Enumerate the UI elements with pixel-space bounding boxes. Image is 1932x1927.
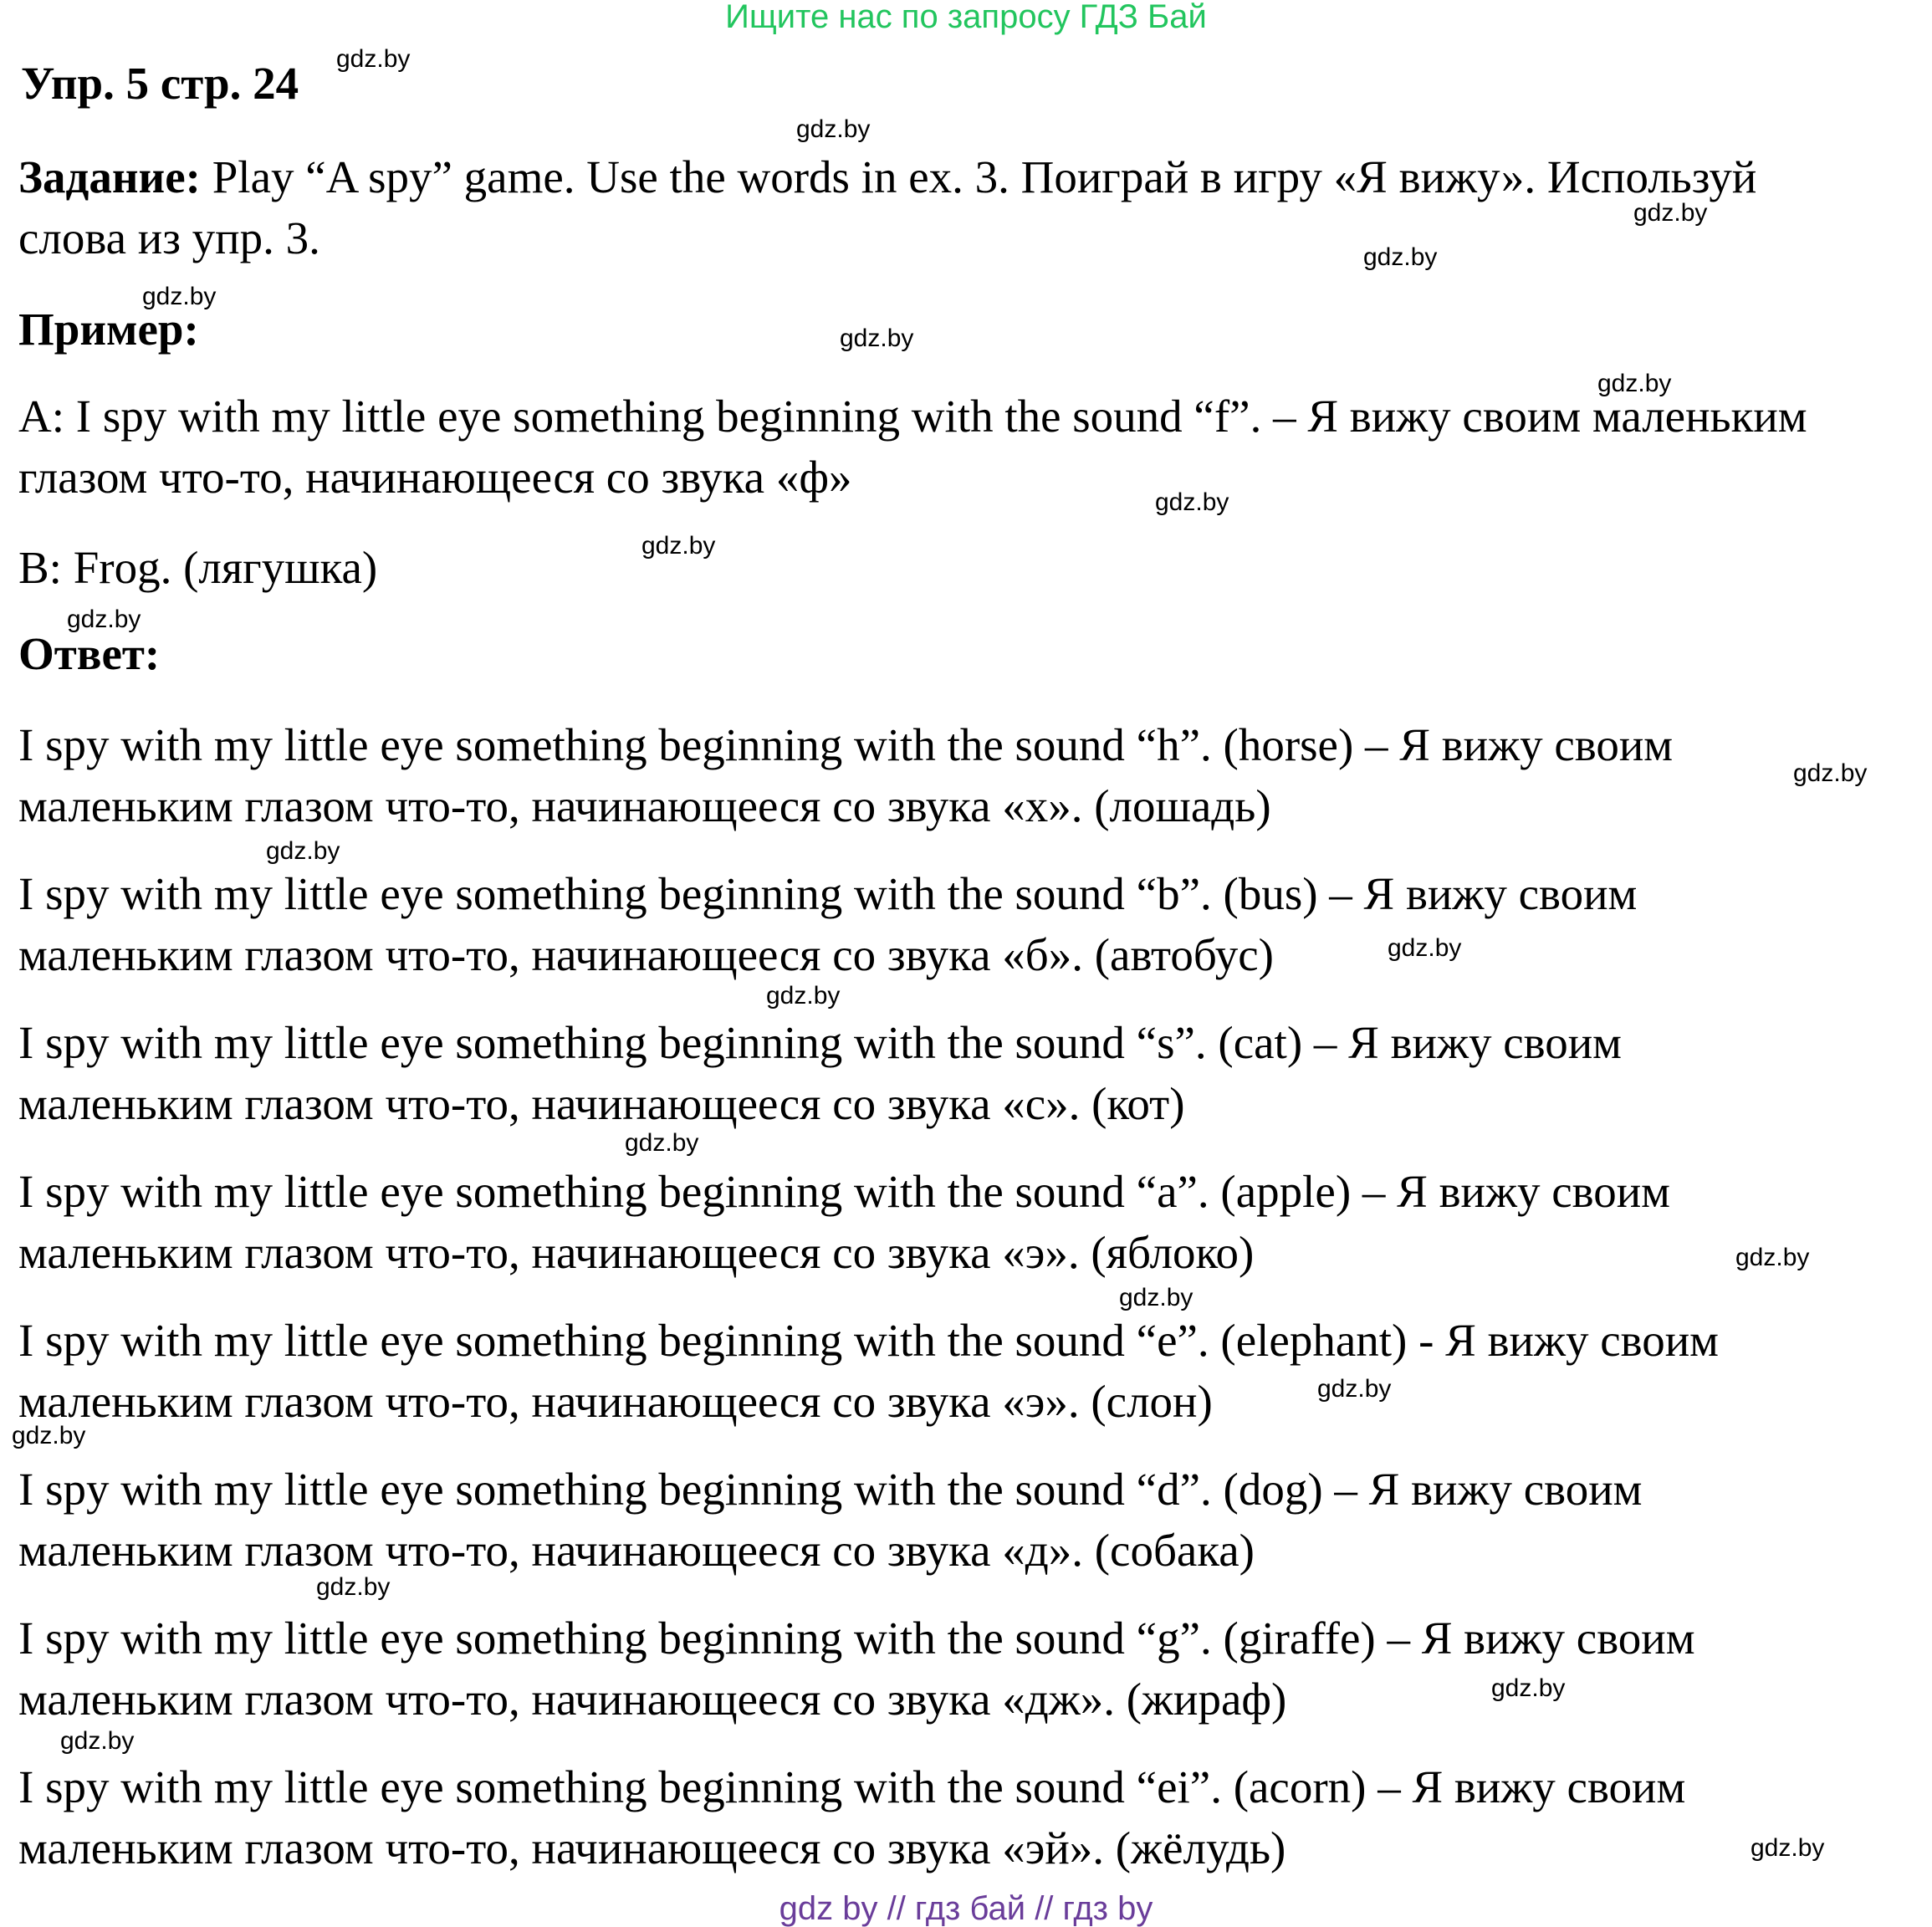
watermark: gdz.by xyxy=(336,45,411,73)
top-search-banner: Ищите нас по запросу ГДЗ Бай xyxy=(725,0,1207,35)
watermark: gdz.by xyxy=(641,532,716,560)
watermark: gdz.by xyxy=(1363,243,1438,271)
answer-item-5-line-1: I spy with my little eye something beginning with the sound “e”. (elephant) - Я вижу своим xyxy=(18,1315,1719,1366)
answer-item-1-line-2: маленьким глазом что-то, начинающееся со звука «х». (лошадь) xyxy=(18,780,1271,831)
answer-item-7-line-1: I spy with my little eye something beginning with the sound “g”. (giraffe) – Я вижу своим xyxy=(18,1613,1695,1664)
footer-site-links: gdz by // гдз бай // гдз by xyxy=(779,1890,1153,1927)
example-b-line: B: Frog. (лягушка) xyxy=(18,542,378,593)
answer-item-1-line-1: I spy with my little eye something beginning with the sound “h”. (horse) – Я вижу своим xyxy=(18,719,1674,770)
example-a-line-1: A: I spy with my little eye something beginning with the sound “f”. – Я вижу своим маленьким xyxy=(18,391,1807,442)
watermark: gdz.by xyxy=(1793,759,1868,787)
task-line-1 xyxy=(18,151,1757,202)
watermark: gdz.by xyxy=(316,1573,391,1601)
answer-item-4-line-2: маленьким глазом что-то, начинающееся со звука «э». (яблоко) xyxy=(18,1227,1255,1278)
watermark: gdz.by xyxy=(625,1129,699,1157)
watermark: gdz.by xyxy=(1155,488,1229,516)
watermark: gdz.by xyxy=(12,1422,86,1449)
answer-item-2-line-2: маленьким глазом что-то, начинающееся со звука «б». (автобус) xyxy=(18,929,1274,980)
task-text: Play “A spy” game. Use the words in ex. 3. Поиграй в игру «Я вижу». Используй xyxy=(200,151,1757,202)
answer-item-5-line-2: маленьким глазом что-то, начинающееся со звука «э». (слон) xyxy=(18,1376,1213,1427)
watermark: gdz.by xyxy=(1633,199,1708,227)
watermark: gdz.by xyxy=(1388,934,1462,962)
answer-item-6-line-1: I spy with my little eye something beginning with the sound “d”. (dog) – Я вижу своим xyxy=(18,1464,1643,1515)
watermark: gdz.by xyxy=(1119,1284,1193,1311)
answer-item-8-line-2: маленьким глазом что-то, начинающееся со звука «эй». (жёлудь) xyxy=(18,1822,1286,1873)
answer-item-4-line-1: I spy with my little eye something beginning with the sound “a”. (apple) – Я вижу своим xyxy=(18,1166,1670,1217)
example-label: Пример: xyxy=(18,304,199,355)
answer-item-3-line-1: I spy with my little eye something beginning with the sound “s”. (cat) – Я вижу своим xyxy=(18,1017,1622,1068)
task-label: Задание: xyxy=(18,151,201,202)
watermark: gdz.by xyxy=(266,837,340,865)
watermark: gdz.by xyxy=(142,283,217,310)
watermark: gdz.by xyxy=(1491,1674,1566,1702)
watermark: gdz.by xyxy=(1735,1244,1810,1271)
watermark: gdz.by xyxy=(1317,1375,1392,1403)
example-a-line-2: глазом что-то, начинающееся со звука «ф» xyxy=(18,452,852,503)
answer-item-3-line-2: маленьким глазом что-то, начинающееся со звука «с». (кот) xyxy=(18,1078,1185,1129)
page-title: Упр. 5 стр. 24 xyxy=(21,58,299,109)
watermark: gdz.by xyxy=(60,1727,135,1755)
answer-item-8-line-1: I spy with my little eye something beginning with the sound “ei”. (acorn) – Я вижу своим xyxy=(18,1761,1686,1812)
watermark: gdz.by xyxy=(766,982,841,1010)
answer-label: Ответ: xyxy=(18,628,161,679)
watermark: gdz.by xyxy=(67,606,141,633)
answer-item-6-line-2: маленьким глазом что-то, начинающееся со звука «д». (собака) xyxy=(18,1525,1255,1576)
watermark: gdz.by xyxy=(1597,370,1672,397)
watermark: gdz.by xyxy=(796,115,871,143)
watermark: gdz.by xyxy=(840,325,914,352)
answer-item-7-line-2: маленьким глазом что-то, начинающееся со звука «дж». (жираф) xyxy=(18,1674,1287,1725)
answer-item-2-line-1: I spy with my little eye something beginning with the sound “b”. (bus) – Я вижу своим xyxy=(18,868,1638,919)
task-line-2: слова из упр. 3. xyxy=(18,212,320,263)
watermark: gdz.by xyxy=(1751,1834,1825,1862)
